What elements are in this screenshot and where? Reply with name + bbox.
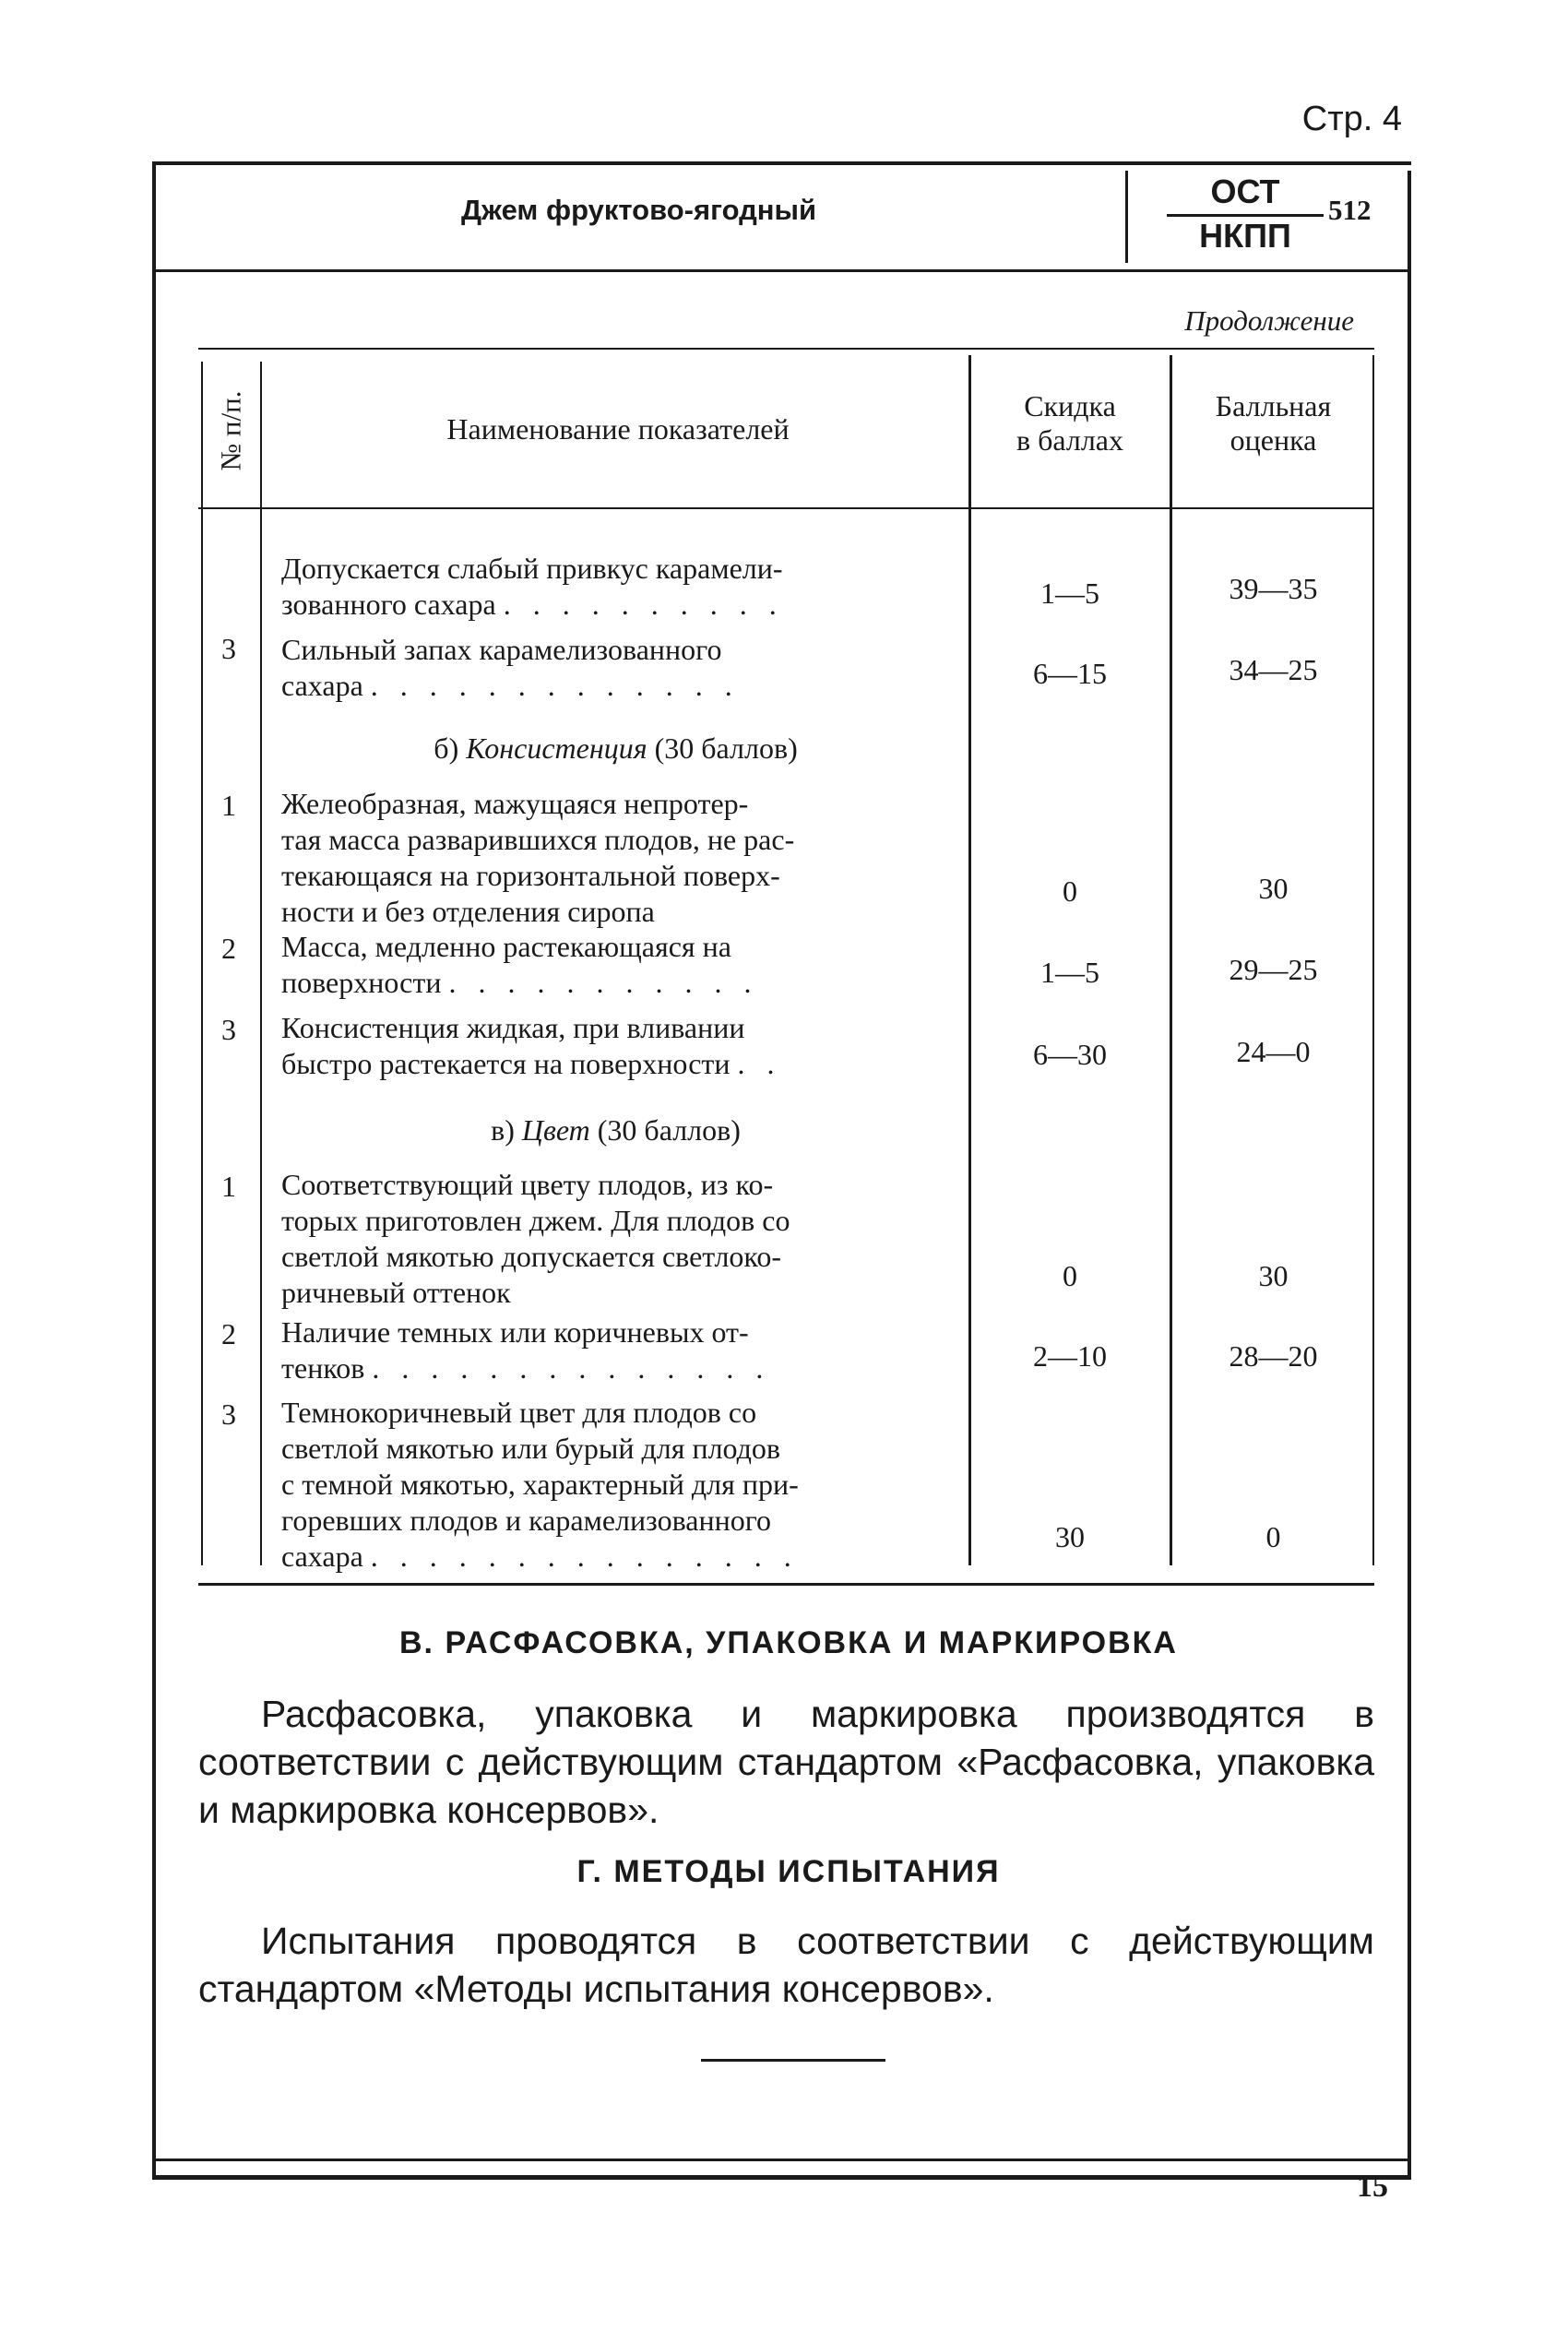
table-row: Сильный запах карамелизованного сахара . . . . . . . . . . . . . <box>281 633 740 702</box>
score-value: 0 <box>1265 1520 1281 1553</box>
score-value: 30 <box>1258 1259 1289 1292</box>
table-bottom-line <box>198 1583 1374 1586</box>
discount-value: 6—30 <box>1033 1038 1107 1071</box>
table-row: Соответствующий цвету плодов, из ко- торых приготовлен джем. Для плодов со светлой мякотью допускается светлоко- ричневый оттенок <box>281 1168 790 1309</box>
score-value: 24—0 <box>1236 1035 1311 1068</box>
row-number: 3 <box>221 1013 236 1046</box>
subsection-heading: б) Консистенция (30 баллов) <box>434 731 798 765</box>
discount-value: 0 <box>1063 874 1077 908</box>
section-text-packaging: Расфасовка, упаковка и маркировка производятся в соответствии с действующим стандартом «Расфасовка, упаковка и маркировка консервов». <box>198 1693 1374 1831</box>
frame-bottom <box>152 2159 1411 2161</box>
row-number: 1 <box>221 789 236 822</box>
section-heading-packaging: В. РАСФАСОВКА, УПАКОВКА И МАРКИРОВКА <box>399 1625 1178 1660</box>
table-row: Масса, медленно растекающаяся на поверхности . . . . . . . . . . . <box>281 930 759 999</box>
table-top-line <box>198 348 1374 350</box>
frame-right <box>1408 171 1411 2180</box>
header-bottom-line <box>152 269 1411 272</box>
section-text-testing: Испытания проводятся в соответствии с действующим стандартом «Методы испытания консервов». <box>198 1920 1374 2010</box>
discount-value: 0 <box>1063 1259 1077 1292</box>
table-col-num-line <box>260 362 262 1565</box>
discount-value: 6—15 <box>1033 657 1107 690</box>
column-header-number: № п/п. <box>214 390 247 471</box>
nkpp-label: НКПП <box>1199 217 1291 255</box>
table-row: Темнокоричневый цвет для плодов со светлой мякотью или бурый для плодов с темной мякотью, характерный для при- горевших плодов и карамелизованного сахара . . . . . . . . . . . . . . . <box>281 1396 799 1573</box>
row-number: 2 <box>221 932 236 965</box>
column-header-discount: Скидка в баллах <box>1016 389 1123 457</box>
score-value: 29—25 <box>1229 953 1318 986</box>
column-header-name: Наименование показателей <box>446 412 790 446</box>
row-number: 3 <box>221 1397 236 1431</box>
table-header-bottom <box>198 507 1374 509</box>
table-row: Консистенция жидкая, при вливании быстро растекается на поверхности . . <box>281 1011 782 1080</box>
score-value: 30 <box>1258 872 1289 905</box>
frame-bottom-2 <box>152 2175 1411 2180</box>
table-col-name-line <box>968 355 971 1565</box>
table-row: Наличие темных или коричневых от- тенков . . . . . . . . . . . . . . <box>281 1315 771 1385</box>
ost-label: ОСТ <box>1210 172 1280 210</box>
table-right-line <box>1372 355 1374 1565</box>
frame-left <box>152 161 156 2180</box>
ost-number: 512 <box>1328 194 1372 226</box>
score-value: 28—20 <box>1229 1339 1318 1373</box>
row-number: 2 <box>221 1317 236 1350</box>
table-row: Желеобразная, мажущаяся непротер- тая масса разварившихся плодов, не рас- текающаяся на горизонтальной поверх- ности и без отделения сиропа <box>281 787 795 928</box>
discount-value: 1—5 <box>1040 577 1099 610</box>
table-row: Допускается слабый привкус карамели- зованного сахара . . . . . . . . . . <box>281 552 784 621</box>
frame-top <box>152 161 1411 165</box>
score-value: 39—35 <box>1229 572 1318 605</box>
section-heading-testing: Г. МЕТОДЫ ИСПЫТАНИЯ <box>576 1854 1001 1889</box>
page-label: Стр. 4 <box>1301 100 1402 138</box>
discount-value: 2—10 <box>1033 1339 1107 1373</box>
document-title: Джем фруктово-ягодный <box>460 194 817 226</box>
subsection-heading: в) Цвет (30 баллов) <box>491 1113 741 1147</box>
continuation-label: Продолжение <box>1184 304 1354 337</box>
column-header-score: Балльная оценка <box>1215 389 1332 457</box>
row-number: 3 <box>221 632 236 665</box>
discount-value: 30 <box>1055 1520 1085 1553</box>
table-col-discount-line <box>1170 355 1172 1565</box>
score-value: 34—25 <box>1229 653 1318 686</box>
footer-page-number: 15 <box>1357 2170 1388 2204</box>
end-rule <box>701 2059 885 2062</box>
row-number: 1 <box>221 1170 236 1203</box>
header-divider-vertical <box>1125 171 1128 263</box>
discount-value: 1—5 <box>1040 956 1099 989</box>
